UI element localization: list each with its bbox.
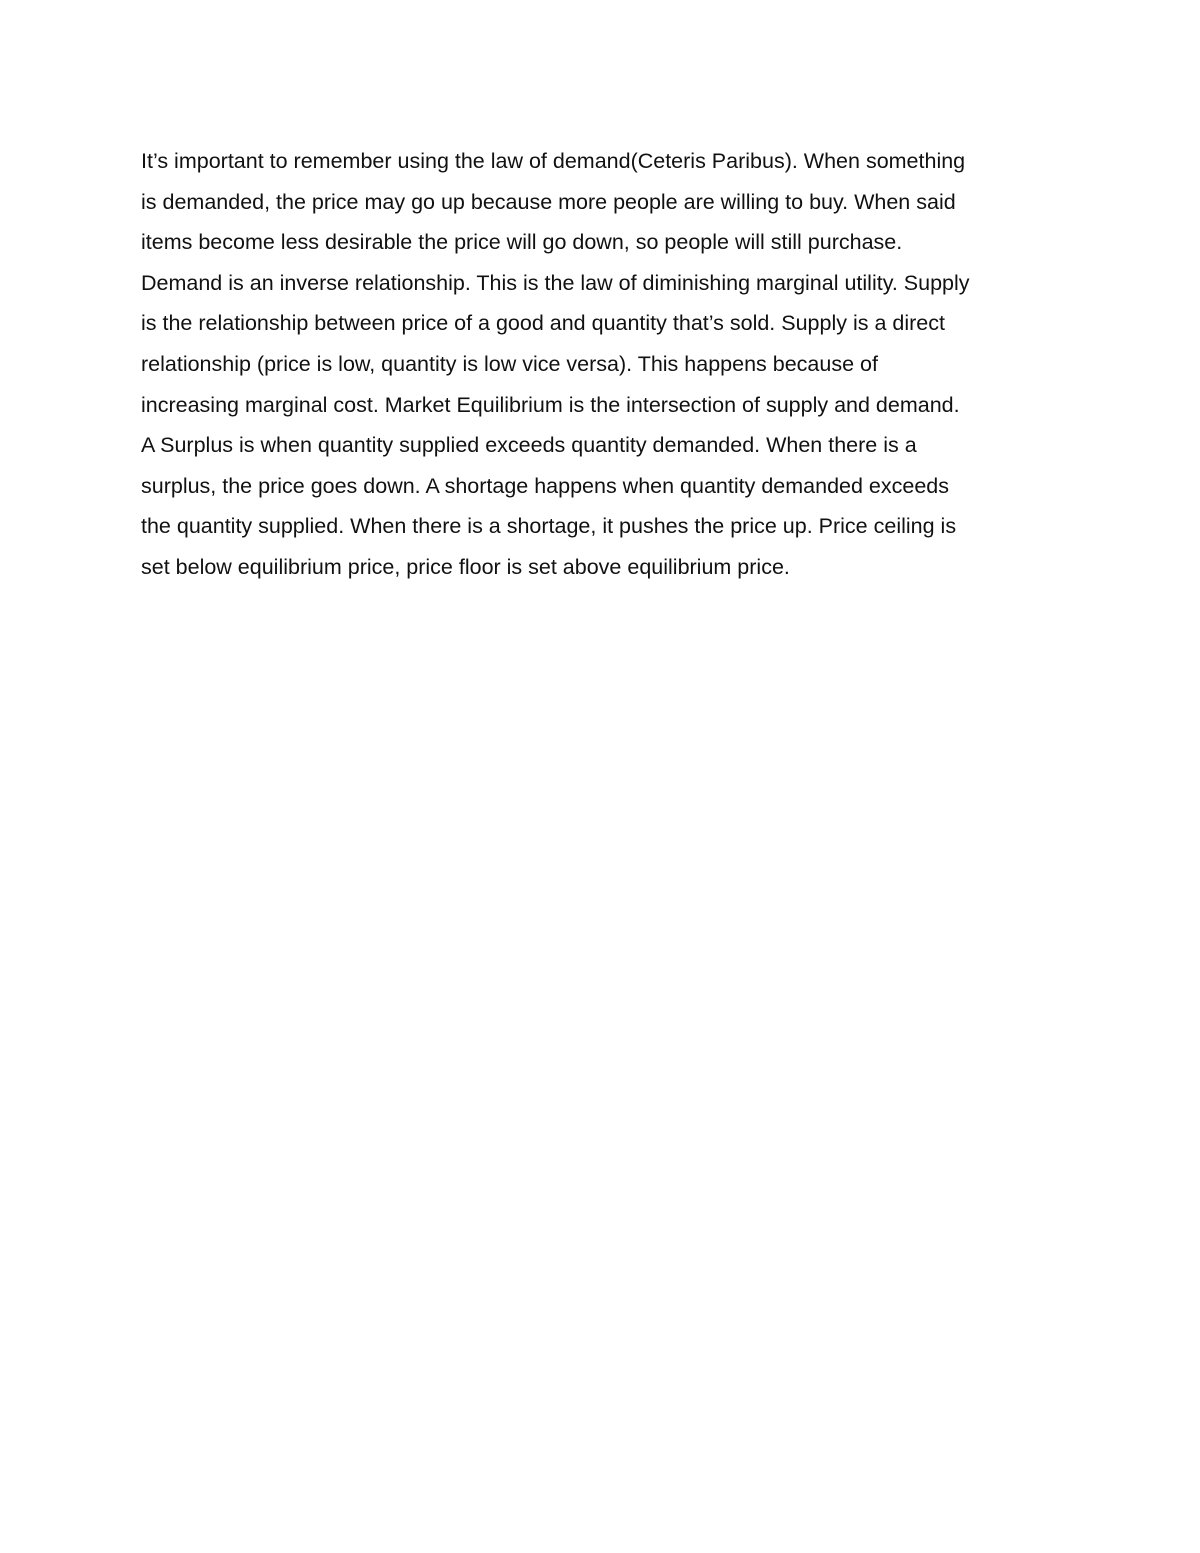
paragraph-line: Demand is an inverse relationship. This is the law of diminishing marginal utility. Supply: [141, 270, 970, 295]
paragraph-line: increasing marginal cost. Market Equilibrium is the intersection of supply and demand.: [141, 392, 960, 417]
paragraph-line: relationship (price is low, quantity is low vice versa). This happens because of: [141, 351, 878, 376]
paragraph-line: surplus, the price goes down. A shortage happens when quantity demanded exceeds: [141, 473, 949, 498]
paragraph-line: set below equilibrium price, price floor is set above equilibrium price.: [141, 554, 790, 579]
body-paragraph: [141, 141, 1061, 588]
paragraph-line: is the relationship between price of a good and quantity that’s sold. Supply is a direct: [141, 311, 945, 336]
paragraph-line: items become less desirable the price will go down, so people will still purchase.: [141, 230, 903, 255]
paragraph-line: is demanded, the price may go up because more people are willing to buy. When said: [141, 189, 956, 214]
paragraph-line: It’s important to remember using the law of demand(Ceteris Paribus). When something: [141, 149, 966, 173]
paragraph-line: A Surplus is when quantity supplied exceeds quantity demanded. When there is a: [141, 433, 917, 458]
paragraph-line: the quantity supplied. When there is a shortage, it pushes the price up. Price ceiling is: [141, 514, 957, 539]
